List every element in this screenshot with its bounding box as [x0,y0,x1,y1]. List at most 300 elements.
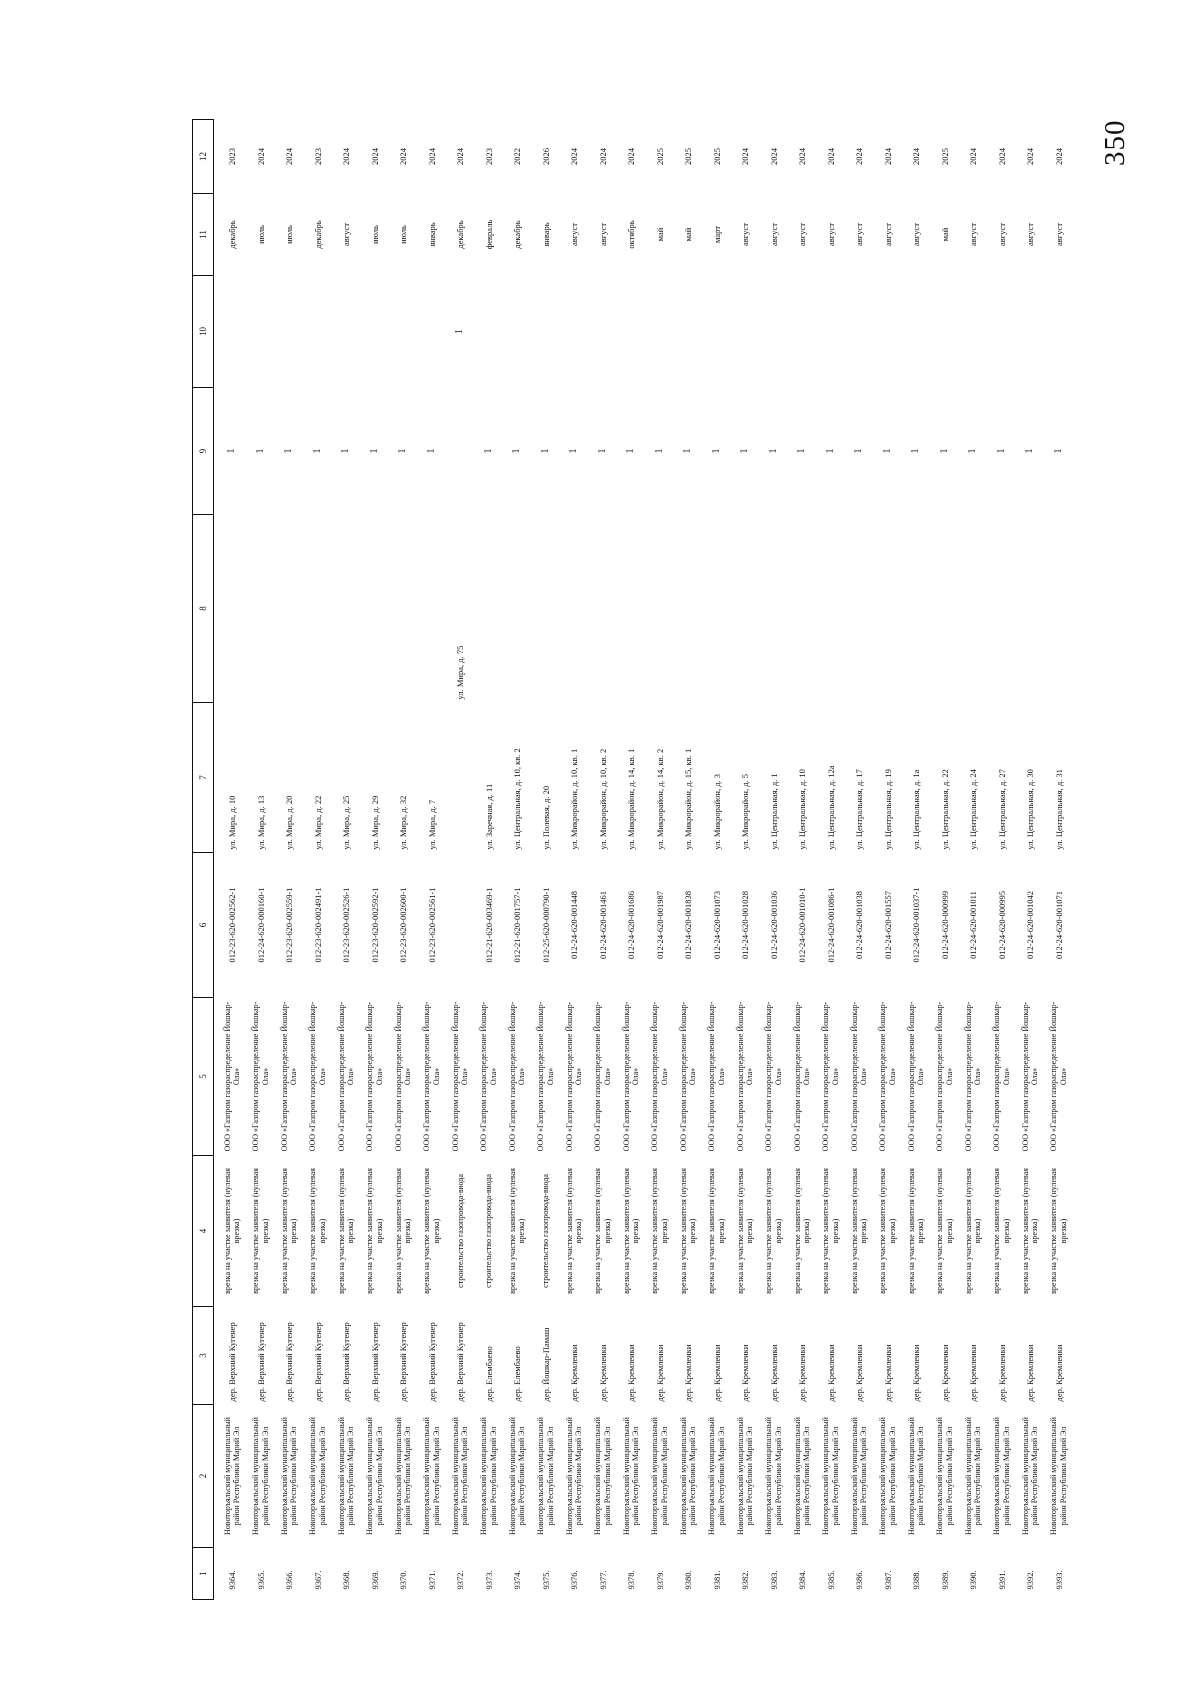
work-type-cell: врезка на участке заявителя (нулевая врезка) [650,1168,669,1294]
row-number: 9366. [284,1570,295,1590]
work-type-cell: врезка на участке заявителя (нулевая врезка) [678,1168,698,1294]
address-alt-cell [788,515,817,703]
district-cell: Новоторъяльский муниципальный район Республики Марий Эл [992,1417,1011,1535]
table-row [902,120,931,1600]
count-col10-cell [214,276,247,388]
year-cell: 2024 [854,148,865,165]
table-row [532,120,561,1600]
organization-cell: ООО «Газпром газораспределение Йошкар-Ола» [479,1001,498,1152]
settlement-cell: дер. Кремлеики [939,1344,950,1402]
row-number: 9368. [341,1570,352,1590]
row-number: 9380. [683,1570,694,1590]
table-row [214,120,247,1600]
col-header-4: 4 [193,1156,214,1307]
settlement-cell: дер. Кремлеики [797,1344,808,1402]
organization-cell: ООО «Газпром газораспределение Йошкар-Ола» [764,1001,783,1152]
work-type-cell: врезка на участке заявителя (нулевая врезка) [279,1168,299,1294]
count-col9-cell [446,388,475,515]
address-alt-cell [475,515,504,703]
district-cell: Новоторъяльский муниципальный район Республики Марий Эл [536,1417,555,1535]
work-type-cell: врезка на участке заявителя (нулевая врезка) [878,1168,897,1294]
row-number: 9374. [512,1570,523,1590]
contract-number-cell: 012-23-620-002526-1 [341,887,352,963]
organization-cell: ООО «Газпром газораспределение Йошкар-Ола» [536,1001,555,1152]
month-cell: август [882,223,893,247]
contract-number-cell: 012-24-620-001557 [882,891,893,959]
district-cell: Новоторъяльский муниципальный район Республики Марий Эл [1049,1417,1068,1535]
year-cell: 2024 [398,148,409,165]
contract-number-cell: 012-24-620-001686 [626,891,637,959]
address-cell: ул. Центральная, д. 27 [996,769,1007,850]
settlement-cell: дер. Елембаево [512,1346,523,1402]
district-cell: Новоторъяльский муниципальный район Республики Марий Эл [422,1417,441,1535]
address-cell: ул. Центральная, д. 1 [768,773,779,850]
settlement-cell: дер. Кремлеики [654,1344,665,1402]
address-cell: ул. Микрорайон, д. 10, кв. 1 [569,748,580,850]
year-cell: 2024 [825,148,836,165]
district-cell: Новоторъяльский муниципальный район Республики Марий Эл [821,1417,840,1535]
count-col9-cell: 1 [881,448,893,454]
address-cell: ул. Мира, д. 25 [341,795,352,850]
district-cell: Новоторъяльский муниципальный район Республики Марий Эл [450,1417,470,1535]
address-alt-cell [731,515,760,703]
district-cell: Новоторъяльский муниципальный район Республики Марий Эл [308,1417,327,1535]
count-col10-cell [361,276,390,388]
month-cell: декабрь [312,220,323,249]
year-cell: 2024 [911,148,922,165]
work-type-cell: строительство газопровода-ввода [484,1174,493,1288]
year-cell: 2023 [483,148,494,165]
col-header-6: 6 [193,853,214,998]
count-col9-cell: 1 [340,448,352,454]
count-col9-cell: 1 [682,448,694,454]
col-header-7: 7 [193,703,214,853]
row-number: 9370. [398,1570,409,1590]
contract-number-cell: 012-24-620-001461 [597,891,608,959]
row-number: 9385. [825,1570,836,1590]
address-cell: ул. Мира, д. 13 [255,795,266,850]
table-row [817,120,846,1600]
year-cell: 2024 [797,148,808,165]
count-col10-cell [560,276,589,388]
row-number: 9386. [854,1570,865,1590]
year-cell: 2023 [312,148,323,165]
organization-cell: ООО «Газпром газораспределение Йошкар-Ола» [792,1001,812,1152]
settlement-cell: дер. Верхний Кугенер [227,1322,238,1402]
address-alt-cell: ул. Мира, д. 75 [455,645,466,700]
table-row [674,120,703,1600]
year-cell: 2024 [968,148,979,165]
work-type-cell: врезка на участке заявителя (нулевая врезка) [507,1168,527,1294]
row-number: 9371. [426,1570,437,1590]
table-row [1016,120,1045,1600]
district-cell: Новоторъяльский муниципальный район Республики Марий Эл [564,1417,584,1535]
organization-cell: ООО «Газпром газораспределение Йошкар-Ола» [308,1001,327,1152]
row-number: 9375. [540,1570,551,1590]
work-type-cell: врезка на участке заявителя (нулевая врезка) [992,1168,1011,1294]
address-cell: ул. Полевая, д. 20 [540,785,551,850]
settlement-cell: дер. Кремлеики [911,1344,922,1402]
count-col10-cell [731,276,760,388]
count-col10-cell [418,276,447,388]
month-cell: август [341,223,352,247]
address-alt-cell [1016,515,1045,703]
district-cell: Новоторъяльский муниципальный район Республики Марий Эл [935,1417,954,1535]
count-col9-cell: 1 [254,448,266,454]
work-type-cell: врезка на участке заявителя (нулевая врезка) [393,1168,413,1294]
month-cell: май [683,227,694,242]
settlement-cell: дер. Йошкар-Памаш [540,1327,551,1402]
contract-number-cell: 012-21-620-003469-1 [483,887,494,963]
organization-cell: ООО «Газпром газораспределение Йошкар-Ола» [906,1001,926,1152]
address-cell: ул. Мира, д. 7 [426,799,437,850]
count-col9-cell: 1 [796,448,808,454]
count-col9-cell: 1 [967,448,979,454]
count-col10-cell [931,276,960,388]
count-col9-cell: 1 [568,448,580,454]
work-type-cell: строительство газопровода-ввода [541,1174,550,1288]
year-cell: 2024 [455,148,466,165]
table-row [361,120,390,1600]
count-col9-cell: 1 [1024,448,1036,454]
contract-number-cell: 012-23-620-002600-1 [398,887,409,963]
year-cell: 2025 [683,148,694,165]
address-alt-cell [931,515,960,703]
address-alt-cell [361,515,390,703]
count-col9-cell: 1 [397,448,409,454]
address-cell: ул. Микрорайон, д. 3 [711,773,722,850]
address-alt-cell [389,515,418,703]
count-col10-cell [304,276,333,388]
settlement-cell: дер. Верхний Кугенер [455,1322,466,1402]
address-alt-cell [332,515,361,703]
organization-cell: ООО «Газпром газораспределение Йошкар-Ола» [821,1001,840,1152]
count-col10-cell [503,276,532,388]
month-cell: август [968,223,979,247]
year-cell: 2024 [768,148,779,165]
year-cell: 2024 [597,148,608,165]
organization-cell: ООО «Газпром газораспределение Йошкар-Ола» [621,1001,641,1152]
settlement-cell: дер. Верхний Кугенер [369,1322,380,1402]
count-col9-cell: 1 [824,448,836,454]
settlement-cell: дер. Верхний Кугенер [398,1322,409,1402]
organization-cell: ООО «Газпром газораспределение Йошкар-Ола» [707,1001,726,1152]
work-type-cell: врезка на участке заявителя (нулевая врезка) [1049,1168,1068,1294]
count-col9-cell: 1 [938,448,950,454]
col-header-2: 2 [193,1405,214,1548]
work-type-cell: врезка на участке заявителя (нулевая врезка) [251,1168,270,1294]
month-cell: август [1025,223,1036,247]
address-alt-cell [817,515,846,703]
organization-cell: ООО «Газпром газораспределение Йошкар-Ола» [251,1001,270,1152]
month-cell: июль [369,225,380,244]
count-col10-cell [959,276,988,388]
count-col10-cell [532,276,561,388]
month-cell: июль [255,225,266,244]
district-cell: Новоторъяльский муниципальный район Республики Марий Эл [849,1417,869,1535]
settlement-cell: дер. Кремлеики [683,1344,694,1402]
work-type-cell: врезка на участке заявителя (нулевая врезка) [764,1168,783,1294]
settlement-cell: дер. Кремлеики [626,1344,637,1402]
contract-number-cell: 012-24-620-001038 [854,891,865,959]
work-type-cell: врезка на участке заявителя (нулевая врезка) [308,1168,327,1294]
count-col9-cell: 1 [625,448,637,454]
month-cell: июль [284,225,295,244]
month-cell: май [654,227,665,242]
organization-cell: ООО «Газпром газораспределение Йошкар-Ола» [878,1001,897,1152]
col-header-5: 5 [193,998,214,1156]
address-cell: ул. Мира, д. 10 [227,795,238,850]
row-number: 9381. [711,1570,722,1590]
count-col10-cell [389,276,418,388]
address-cell: ул. Центральная, д. 24 [968,769,979,850]
month-cell: август [1053,223,1064,247]
count-col9-cell: 1 [1052,448,1064,454]
work-type-cell: врезка на участке заявителя (нулевая врезка) [963,1168,983,1294]
year-cell: 2024 [1025,148,1036,165]
organization-cell: ООО «Газпром газораспределение Йошкар-Ола» [393,1001,413,1152]
table-row [475,120,504,1600]
count-col10-cell [332,276,361,388]
contract-number-cell: 012-24-620-001010-1 [797,887,808,963]
col-header-1: 1 [193,1548,214,1600]
count-col10-cell [646,276,675,388]
address-cell: ул. Микрорайон, д. 14, кв. 1 [626,748,637,850]
table-row [560,120,589,1600]
count-col9-cell: 1 [739,448,751,454]
contract-number-cell: 012-24-620-001042 [1025,891,1036,959]
year-cell: 2023 [227,148,238,165]
address-alt-cell [988,515,1017,703]
year-cell: 2024 [1053,148,1064,165]
address-cell: ул. Заречная, д. 11 [483,783,494,850]
col-header-8: 8 [193,515,214,703]
month-cell: февраль [483,219,494,250]
contract-number-cell: 012-21-620-001757-1 [512,887,523,963]
organization-cell: ООО «Газпром газораспределение Йошкар-Ола» [992,1001,1011,1152]
address-alt-cell [418,515,447,703]
month-cell: август [911,223,922,247]
address-alt-cell [304,515,333,703]
address-cell [446,703,475,853]
count-col10-cell [1045,276,1074,388]
district-cell: Новоторъяльский муниципальный район Республики Марий Эл [1020,1417,1040,1535]
district-cell: Новоторъяльский муниципальный район Республики Марий Эл [792,1417,812,1535]
settlement-cell: дер. Кремлеики [597,1344,608,1402]
contract-number-cell: 012-23-620-002562-1 [227,887,238,963]
district-cell: Новоторъяльский муниципальный район Республики Марий Эл [764,1417,783,1535]
year-cell: 2026 [540,148,551,165]
address-alt-cell [532,515,561,703]
address-alt-cell [845,515,874,703]
row-number: 9369. [369,1570,380,1590]
table-row [988,120,1017,1600]
address-cell: ул. Микрорайон, д. 10, кв. 2 [597,748,608,850]
address-cell: ул. Центральная, д. 30 [1025,769,1036,850]
work-type-cell: врезка на участке заявителя (нулевая врезка) [849,1168,869,1294]
table-row [959,120,988,1600]
row-number: 9378. [626,1570,637,1590]
contract-number-cell: 012-24-620-001011 [968,891,979,959]
count-col10-cell [845,276,874,388]
year-cell: 2024 [996,148,1007,165]
count-col10-cell [988,276,1017,388]
count-col10-cell [275,276,304,388]
contract-number-cell: 012-23-620-002592-1 [369,887,380,963]
organization-cell: ООО «Газпром газораспределение Йошкар-Ола» [849,1001,869,1152]
count-col9-cell: 1 [995,448,1007,454]
gasification-table [192,119,1073,1600]
address-alt-cell [617,515,646,703]
month-cell: март [711,226,722,243]
address-cell: ул. Микрорайон, д. 14, кв. 2 [654,748,665,850]
work-type-cell: врезка на участке заявителя (нулевая врезка) [336,1168,356,1294]
organization-cell: ООО «Газпром газораспределение Йошкар-Ола» [1020,1001,1040,1152]
organization-cell: ООО «Газпром газораспределение Йошкар-Ола» [650,1001,669,1152]
address-cell: ул. Мира, д. 22 [312,795,323,850]
month-cell: август [797,223,808,247]
year-cell: 2024 [740,148,751,165]
row-number: 9387. [882,1570,893,1590]
work-type-cell: врезка на участке заявителя (нулевая врезка) [564,1168,584,1294]
address-cell: ул. Центральная, д. 19 [882,769,893,850]
settlement-cell: дер. Кремлеики [882,1344,893,1402]
contract-number-cell: 012-24-620-000995 [996,891,1007,959]
address-cell: ул. Центральная, д. 10, кв. 2 [512,748,523,850]
row-number: 9384. [797,1570,808,1590]
address-alt-cell [503,515,532,703]
table-row [931,120,960,1600]
contract-number-cell: 012-24-620-000999 [939,891,950,959]
table-row [1045,120,1074,1600]
table-row [788,120,817,1600]
month-cell: декабрь [512,220,523,249]
month-cell: август [768,223,779,247]
contract-number-cell: 012-23-620-002561-1 [426,887,437,963]
month-cell: май [939,227,950,242]
contract-number-cell: 012-24-620-001838 [683,891,694,959]
address-cell: ул. Мира, д. 20 [284,795,295,850]
month-cell: октябрь [626,220,637,249]
address-alt-cell [560,515,589,703]
row-number: 9367. [312,1570,323,1590]
row-number: 9372. [455,1570,466,1590]
count-col9-cell: 1 [511,448,523,454]
district-cell: Новоторъяльский муниципальный район Республики Марий Эл [251,1417,270,1535]
year-cell: 2024 [369,148,380,165]
row-number: 9389. [939,1570,950,1590]
row-number: 9392. [1025,1570,1036,1590]
row-number: 9376. [569,1570,580,1590]
year-cell: 2024 [882,148,893,165]
settlement-cell: дер. Кремлеики [825,1344,836,1402]
table-row [418,120,447,1600]
address-cell: ул. Центральная, д. 12а [825,765,836,850]
year-cell: 2024 [426,148,437,165]
count-col10-cell [674,276,703,388]
district-cell: Новоторъяльский муниципальный район Республики Марий Эл [336,1417,356,1535]
count-col10-cell [475,276,504,388]
district-cell: Новоторъяльский муниципальный район Республики Марий Эл [479,1417,498,1535]
month-cell: август [854,223,865,247]
row-number: 9365. [255,1570,266,1590]
district-cell: Новоторъяльский муниципальный район Республики Марий Эл [507,1417,527,1535]
rotated-page [192,120,1192,1600]
address-alt-cell [275,515,304,703]
year-cell: 2024 [626,148,637,165]
table-row [247,120,276,1600]
settlement-cell: дер. Елембаево [483,1346,494,1402]
count-col9-cell: 1 [368,448,380,454]
table-row [389,120,418,1600]
col-header-10: 10 [193,276,214,388]
contract-number-cell: 012-24-620-001073 [711,891,722,959]
work-type-cell: врезка на участке заявителя (нулевая врезка) [1020,1168,1040,1294]
count-col9-cell: 1 [596,448,608,454]
district-cell: Новоторъяльский муниципальный район Республики Марий Эл [621,1417,641,1535]
district-cell: Новоторъяльский муниципальный район Республики Марий Эл [650,1417,669,1535]
settlement-cell: дер. Кремлеики [740,1344,751,1402]
row-number: 9379. [654,1570,665,1590]
address-alt-cell [959,515,988,703]
count-col10-cell [817,276,846,388]
organization-cell: ООО «Газпром газораспределение Йошкар-Ола» [593,1001,612,1152]
row-number: 9383. [768,1570,779,1590]
count-col10-cell [788,276,817,388]
year-cell: 2024 [255,148,266,165]
organization-cell: ООО «Газпром газораспределение Йошкар-Ола» [1049,1001,1068,1152]
table-row [304,120,333,1600]
table-row [703,120,732,1600]
row-number: 9390. [968,1570,979,1590]
year-cell: 2022 [512,148,523,165]
col-header-11: 11 [193,194,214,276]
organization-cell: ООО «Газпром газораспределение Йошкар-Ола» [422,1001,441,1152]
address-alt-cell [1045,515,1074,703]
col-header-9: 9 [193,388,214,515]
row-number: 9393. [1053,1570,1064,1590]
district-cell: Новоторъяльский муниципальный район Республики Марий Эл [906,1417,926,1535]
work-type-cell: врезка на участке заявителя (нулевая врезка) [792,1168,812,1294]
address-alt-cell [214,515,247,703]
count-col9-cell: 1 [311,448,323,454]
count-col10-cell [902,276,931,388]
count-col9-cell: 1 [283,448,295,454]
table-row [617,120,646,1600]
work-type-cell: врезка на участке заявителя (нулевая врезка) [906,1168,926,1294]
contract-number-cell: 012-24-620-001036 [768,891,779,959]
count-col10-cell [617,276,646,388]
work-type-cell: врезка на участке заявителя (нулевая врезка) [621,1168,641,1294]
table-row [760,120,789,1600]
table-row [275,120,304,1600]
organization-cell: ООО «Газпром газораспределение Йошкар-Ола» [507,1001,527,1152]
month-cell: декабрь [455,220,466,249]
work-type-cell: строительство газопровода-ввода [455,1174,465,1288]
col-header-12: 12 [193,120,214,194]
address-cell: ул. Центральная, д. 22 [939,769,950,850]
address-alt-cell [674,515,703,703]
work-type-cell: врезка на участке заявителя (нулевая врезка) [821,1168,840,1294]
year-cell: 2025 [711,148,722,165]
row-number: 9388. [911,1570,922,1590]
count-col9-cell: 1 [226,448,238,454]
work-type-cell: врезка на участке заявителя (нулевая врезка) [222,1168,242,1294]
count-col9-cell: 1 [910,448,922,454]
work-type-cell: врезка на участке заявителя (нулевая врезка) [707,1168,726,1294]
row-number: 9373. [483,1570,494,1590]
count-col10-cell: 1 [454,329,466,334]
